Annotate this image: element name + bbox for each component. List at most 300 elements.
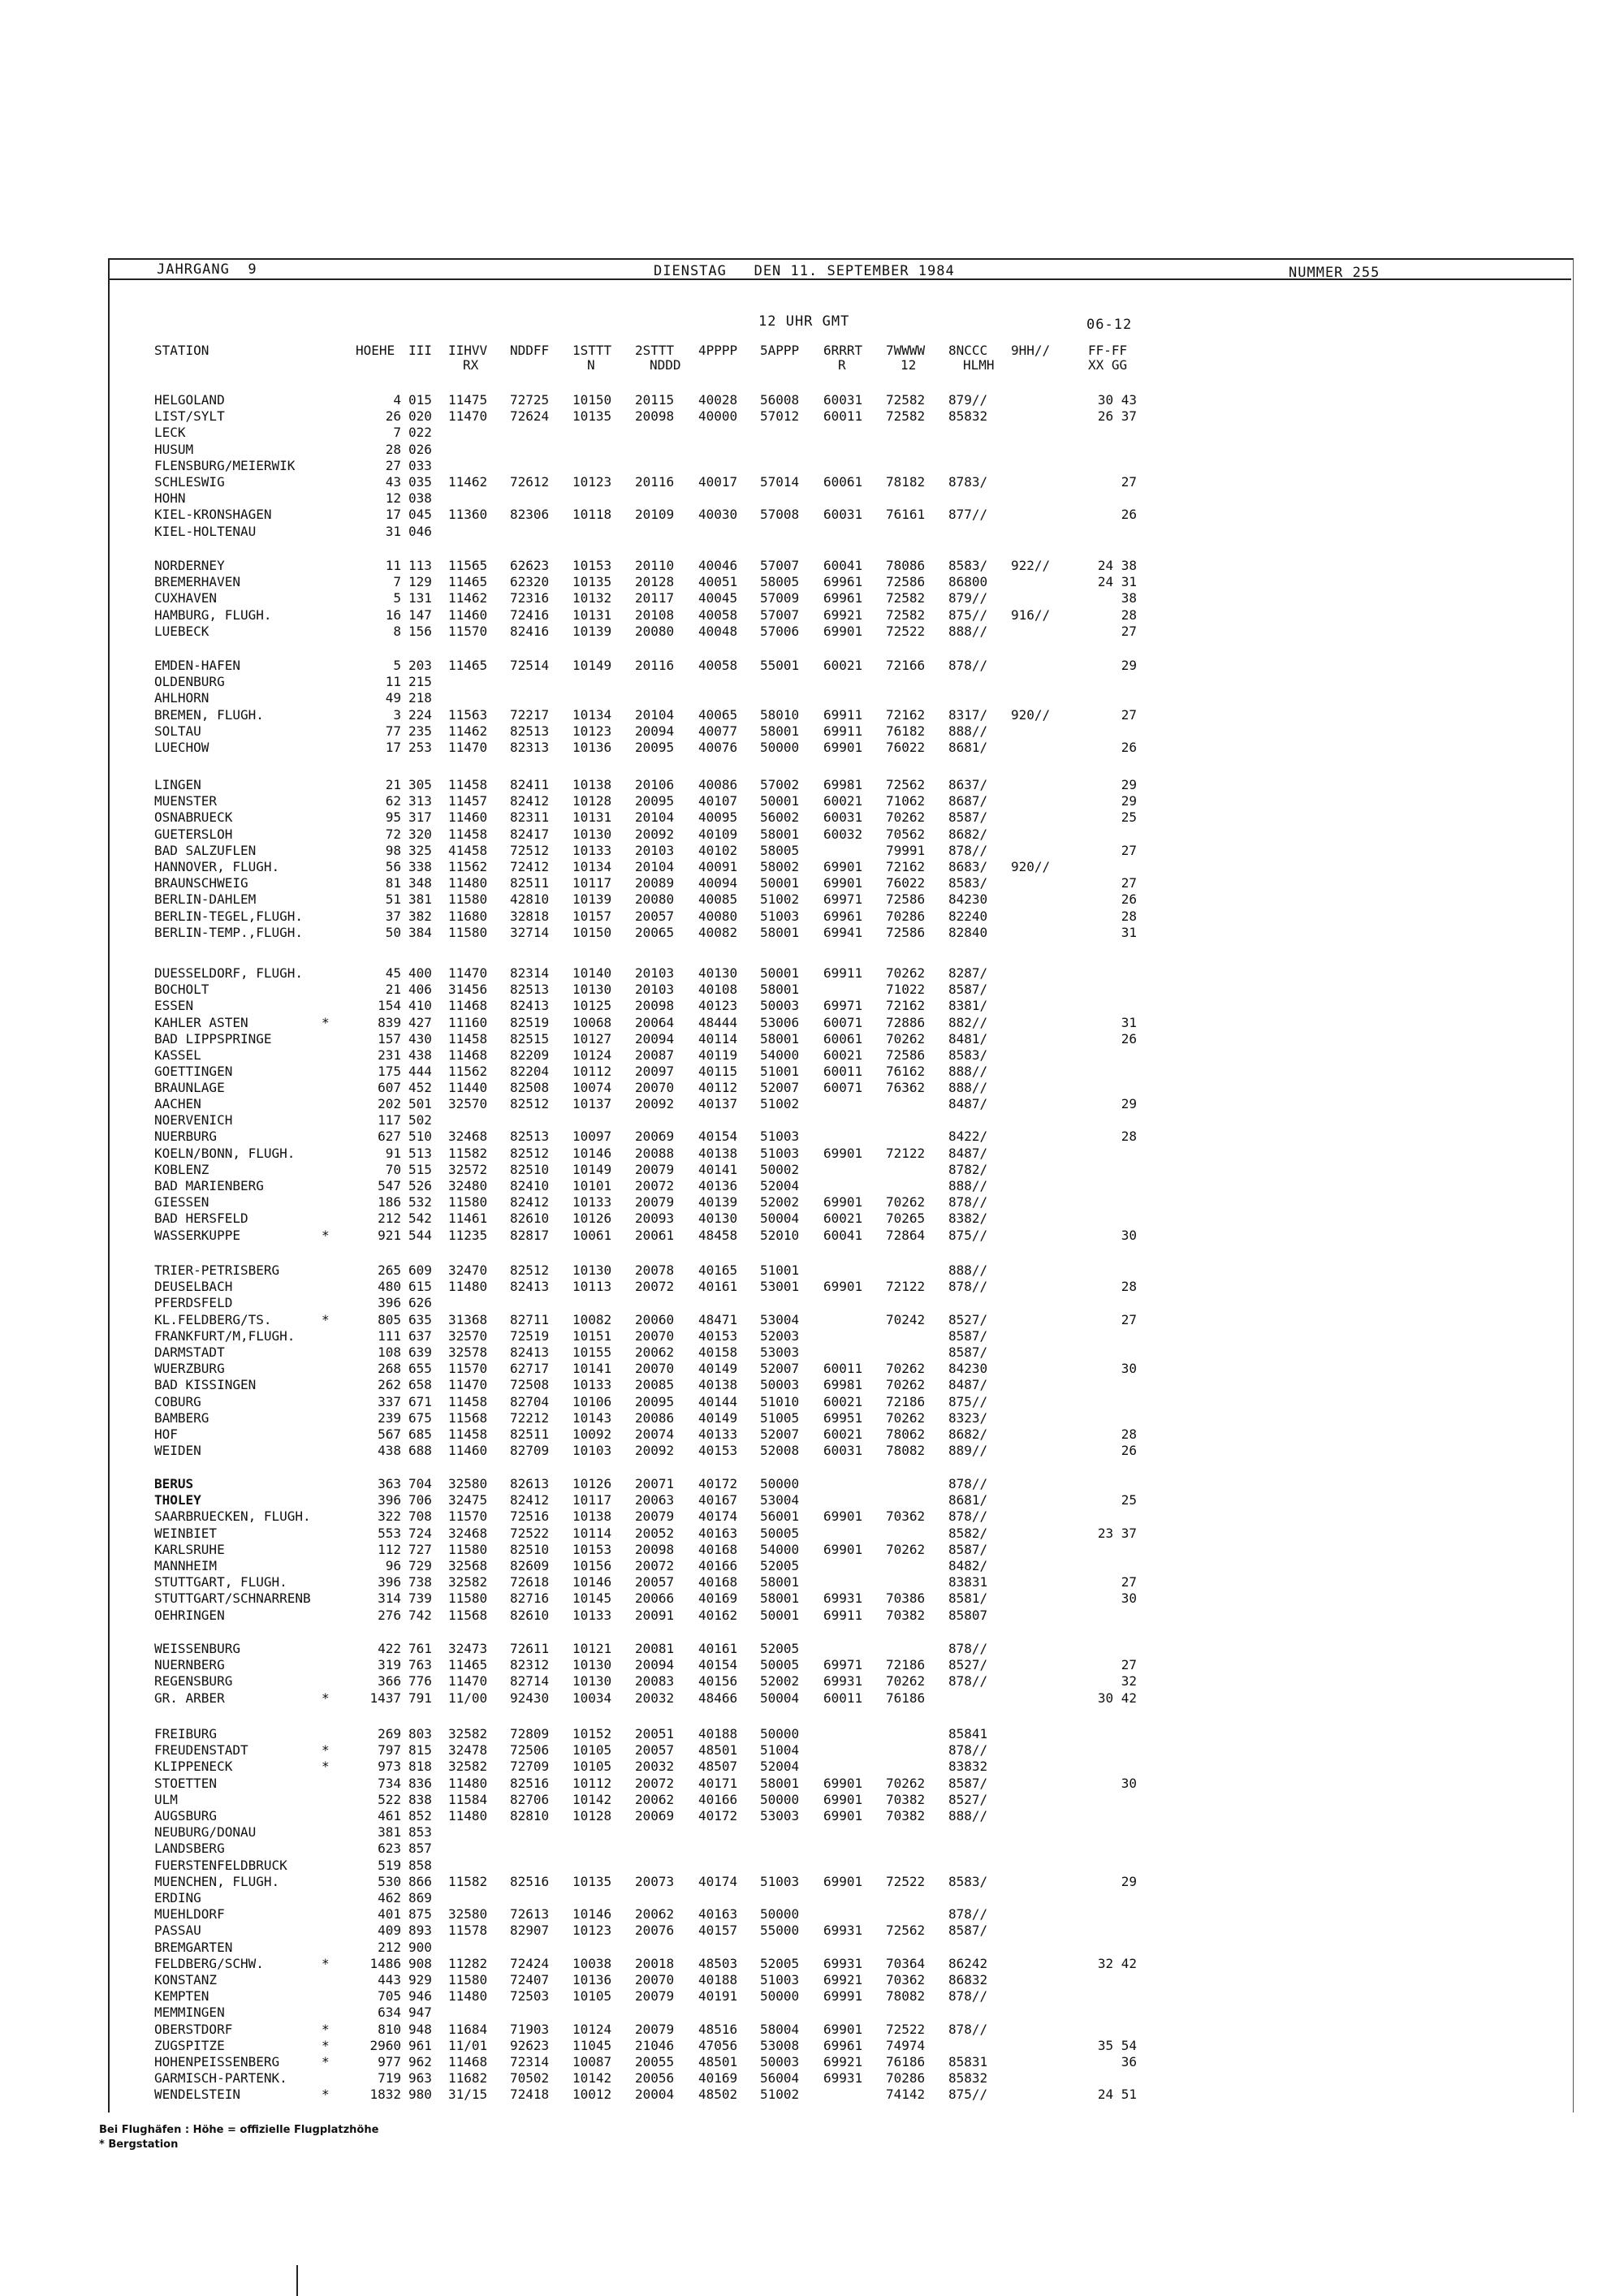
synop-group-c1: 11460 [448, 809, 488, 826]
synop-group-c6: 51003 [760, 1873, 800, 1889]
station-id: 035 [408, 474, 432, 490]
synop-group-c1: 11570 [448, 623, 488, 639]
synop-group-c1: 11235 [448, 1227, 488, 1243]
synop-group-c3: 10126 [572, 1211, 612, 1227]
synop-group-c5: 40077 [698, 723, 738, 739]
synop-group-c3: 10087 [572, 2054, 612, 2069]
issue-number: NUMMER 255 [1289, 265, 1380, 281]
table-row [0, 1956, 1624, 1972]
station-height: 7 [393, 425, 401, 441]
synop-group-c5: 40108 [698, 982, 738, 998]
synop-group-c1: 32470 [448, 1262, 488, 1278]
synop-group-c9: 85832 [948, 2070, 988, 2087]
synop-group-c4: 20060 [635, 1311, 675, 1327]
synop-group-c6: 57006 [760, 623, 800, 639]
station-height: 522 [378, 1791, 401, 1807]
synop-group-c7: 60011 [823, 1690, 863, 1706]
synop-group-c1: 32578 [448, 1344, 488, 1360]
synop-group-c9: 8587/ [948, 1923, 988, 1939]
synop-group-c5: 40048 [698, 623, 738, 639]
synop-group-c8: 70382 [886, 1808, 926, 1823]
synop-group-c2: 82412 [510, 1194, 550, 1211]
synop-group-c9: 8587/ [948, 982, 988, 998]
station-name: KAHLER ASTEN [154, 1014, 248, 1030]
synop-group-c6: 51003 [760, 1129, 800, 1145]
column-header-c6: 5APPP [760, 343, 800, 358]
station-name: REGENSBURG [154, 1673, 233, 1690]
station-height: 623 [378, 1841, 401, 1857]
station-height: 62 [385, 793, 401, 809]
station-name: SCHLESWIG [154, 474, 225, 490]
synop-group-c1: 11562 [448, 1064, 488, 1080]
synop-group-c3: 10124 [572, 1047, 612, 1063]
synop-group-c2: 82512 [510, 1262, 550, 1278]
synop-group-c5: 40174 [698, 1508, 738, 1525]
synop-group-c5: 40138 [698, 1145, 738, 1161]
station-height: 461 [378, 1808, 401, 1823]
synop-group-c1: 11570 [448, 1361, 488, 1377]
station-name: NUERBURG [154, 1129, 218, 1145]
synop-group-c6: 50000 [760, 1906, 800, 1923]
synop-group-c1: 11480 [448, 875, 488, 891]
synop-group-c9: 86832 [948, 1972, 988, 1987]
synop-group-c3: 10145 [572, 1590, 612, 1607]
synop-group-c5: 40130 [698, 1211, 738, 1227]
synop-group-c9: 8637/ [948, 777, 988, 792]
synop-group-c4: 20079 [635, 1508, 675, 1525]
synop-group-c5: 40137 [698, 1096, 738, 1111]
synop-group-c7: 60071 [823, 1014, 863, 1030]
synop-group-c1: 11458 [448, 1030, 488, 1047]
station-height: 381 [378, 1824, 401, 1841]
table-row [0, 690, 1624, 706]
station-id: 147 [408, 606, 432, 623]
synop-group-c6: 50004 [760, 1690, 800, 1706]
synop-group-c1: 11458 [448, 777, 488, 792]
synop-group-c7: 69901 [823, 1775, 863, 1791]
station-name: HOF [154, 1426, 178, 1442]
synop-group-c5: 40119 [698, 1047, 738, 1063]
synop-group-c2: 82306 [510, 507, 550, 523]
synop-group-c4: 20079 [635, 1161, 675, 1177]
synop-group-c4: 20079 [635, 2021, 675, 2037]
synop-group-c1: 32582 [448, 1726, 488, 1741]
column-header-c5: 4PPPP [698, 343, 738, 358]
station-name: GIESSEN [154, 1194, 209, 1211]
table-row [0, 843, 1624, 859]
station-height: 17 [385, 740, 401, 755]
synop-group-c2: 82516 [510, 1873, 550, 1889]
station-height: 977 [378, 2054, 401, 2069]
station-height: 91 [385, 1145, 401, 1161]
synop-group-c3: 10133 [572, 1377, 612, 1393]
synop-group-c4: 20079 [635, 1194, 675, 1211]
table-row [0, 607, 1624, 624]
synop-group-c1: 11465 [448, 1657, 488, 1673]
synop-group-c5: 40167 [698, 1492, 738, 1508]
synop-group-c9: 82840 [948, 924, 988, 940]
station-id: 502 [408, 1112, 432, 1129]
synop-group-c2: 32818 [510, 908, 550, 924]
synop-group-c5: 40017 [698, 474, 738, 490]
station-height: 157 [378, 1030, 401, 1047]
synop-group-c2: 72522 [510, 1525, 550, 1541]
synop-group-c6: 50000 [760, 1988, 800, 2005]
synop-group-c4: 20103 [635, 842, 675, 858]
synop-group-c2: 82610 [510, 1211, 550, 1227]
synop-group-c4: 20032 [635, 1759, 675, 1775]
synop-group-c2: 72316 [510, 590, 550, 606]
synop-group-c8: 72886 [886, 1014, 926, 1030]
synop-group-c4: 20092 [635, 1443, 675, 1459]
station-name: KONSTANZ [154, 1972, 218, 1987]
observation-time: 12 UHR GMT [758, 313, 850, 330]
synop-group-c9: 878// [948, 1476, 988, 1491]
synop-group-c9: 875// [948, 1393, 988, 1409]
synop-group-c2: 72508 [510, 1377, 550, 1393]
jahrgang: JAHRGANG 9 [157, 261, 257, 278]
table-row [0, 392, 1624, 408]
table-row [0, 1410, 1624, 1426]
synop-group-c5: 40168 [698, 1541, 738, 1557]
synop-group-c4: 20062 [635, 1791, 675, 1807]
synop-group-c9: 85807 [948, 1607, 988, 1623]
synop-group-c9: 85841 [948, 1726, 988, 1741]
synop-group-c8: 79991 [886, 842, 926, 858]
synop-group-c7: 69901 [823, 1279, 863, 1295]
synop-group-c8: 76182 [886, 723, 926, 739]
synop-group-c4: 20072 [635, 1775, 675, 1791]
station-height: 27 [385, 457, 401, 473]
synop-group-c8: 70386 [886, 1590, 926, 1607]
synop-group-c6: 51003 [760, 908, 800, 924]
station-id: 836 [408, 1775, 432, 1791]
synop-group-c2: 72613 [510, 1906, 550, 1923]
synop-group-c2: 82413 [510, 998, 550, 1014]
synop-group-c3: 10155 [572, 1344, 612, 1360]
synop-group-c3: 10130 [572, 1262, 612, 1278]
synop-group-c5: 40130 [698, 965, 738, 981]
synop-group-c5: 40085 [698, 891, 738, 908]
station-name: FUERSTENFELDBRUCK [154, 1857, 287, 1873]
table-row [0, 1064, 1624, 1080]
synop-group-c9: 875// [948, 1227, 988, 1243]
synop-group-c4: 20081 [635, 1641, 675, 1656]
synop-group-c4: 20056 [635, 2070, 675, 2087]
wind-gust: 35 54 [1097, 2037, 1137, 2053]
synop-group-c3: 10128 [572, 793, 612, 809]
synop-group-c9: 888// [948, 723, 988, 739]
synop-group-c8: 72162 [886, 998, 926, 1014]
station-name: MANNHEIM [154, 1558, 218, 1573]
synop-group-c8: 72522 [886, 2021, 926, 2037]
synop-group-c7: 69971 [823, 1657, 863, 1673]
synop-group-c4: 20108 [635, 606, 675, 623]
synop-group-c9: 8317/ [948, 706, 988, 723]
table-row [0, 1211, 1624, 1227]
synop-group-c8: 70262 [886, 1541, 926, 1557]
station-height: 519 [378, 1857, 401, 1873]
station-id: 637 [408, 1327, 432, 1344]
synop-group-c5: 40107 [698, 793, 738, 809]
synop-group-c1: 11462 [448, 723, 488, 739]
synop-group-c7: 60021 [823, 1211, 863, 1227]
wind-gust: 28 [1121, 1426, 1137, 1442]
station-id: 639 [408, 1344, 432, 1360]
station-name: LECK [154, 425, 186, 441]
synop-group-c5: 48471 [698, 1311, 738, 1327]
synop-group-c3: 10097 [572, 1129, 612, 1145]
synop-group-c3: 10133 [572, 842, 612, 858]
table-row [0, 1194, 1624, 1211]
station-name: SAARBRUECKEN, FLUGH. [154, 1508, 311, 1525]
table-row [0, 1295, 1624, 1311]
synop-group-c6: 56002 [760, 809, 800, 826]
station-name: BREMEN, FLUGH. [154, 706, 264, 723]
wind-gust: 30 [1121, 1775, 1137, 1791]
synop-group-c7: 69921 [823, 606, 863, 623]
synop-group-c5: 48458 [698, 1227, 738, 1243]
synop-group-c2: 42810 [510, 891, 550, 908]
synop-group-c2: 72611 [510, 1641, 550, 1656]
station-id: 515 [408, 1161, 432, 1177]
synop-group-c5: 40115 [698, 1064, 738, 1080]
synop-group-c9: 8681/ [948, 1492, 988, 1508]
station-id: 946 [408, 1988, 432, 2005]
synop-group-c1: 11465 [448, 574, 488, 590]
synop-group-c6: 58002 [760, 859, 800, 874]
station-id: 980 [408, 2087, 432, 2103]
station-name: BERLIN-DAHLEM [154, 891, 257, 908]
synop-group-c5: 40157 [698, 1923, 738, 1939]
synop-group-c3: 10092 [572, 1426, 612, 1442]
synop-group-c9: 8683/ [948, 859, 988, 874]
synop-group-c8: 71022 [886, 982, 926, 998]
synop-group-c8: 72122 [886, 1279, 926, 1295]
station-id: 046 [408, 523, 432, 539]
synop-group-c1: 11160 [448, 1014, 488, 1030]
synop-group-c9: 8587/ [948, 1327, 988, 1344]
synop-group-c5: 40162 [698, 1607, 738, 1623]
synop-group-c9: 878// [948, 2021, 988, 2037]
synop-group-c5: 40144 [698, 1393, 738, 1409]
station-id: 708 [408, 1508, 432, 1525]
synop-group-c3: 10135 [572, 1873, 612, 1889]
synop-group-c5: 40138 [698, 1377, 738, 1393]
synop-group-c7: 69961 [823, 2037, 863, 2053]
synop-group-c4: 20070 [635, 1361, 675, 1377]
synop-group-c6: 52005 [760, 1558, 800, 1573]
synop-group-c1: 31/15 [448, 2087, 488, 2103]
station-height: 396 [378, 1574, 401, 1590]
station-id: 224 [408, 706, 432, 723]
synop-group-c6: 50004 [760, 1211, 800, 1227]
synop-group-c7: 60031 [823, 392, 863, 408]
station-id: 729 [408, 1558, 432, 1573]
synop-group-c7: 60021 [823, 658, 863, 673]
synop-group-c6: 58001 [760, 924, 800, 940]
synop-group-c2: 62717 [510, 1361, 550, 1377]
station-name: ULM [154, 1791, 178, 1807]
synop-group-c6: 51002 [760, 1096, 800, 1111]
synop-group-c4: 20069 [635, 1808, 675, 1823]
station-height: 43 [385, 474, 401, 490]
synop-group-c4: 20076 [635, 1923, 675, 1939]
synop-group-c2: 72407 [510, 1972, 550, 1987]
synop-group-c3: 10136 [572, 1972, 612, 1987]
table-row [0, 2070, 1624, 2087]
synop-group-c10: 922// [1011, 558, 1051, 573]
station-id: 635 [408, 1311, 432, 1327]
synop-group-c4: 20128 [635, 574, 675, 590]
synop-group-c4: 20070 [635, 1327, 675, 1344]
synop-group-c9: 8782/ [948, 1161, 988, 1177]
synop-group-c9: 879// [948, 392, 988, 408]
station-name: LANDSBERG [154, 1841, 225, 1857]
table-row [0, 458, 1624, 474]
table-row [0, 1988, 1624, 2005]
synop-group-c2: 82312 [510, 1657, 550, 1673]
table-row [0, 826, 1624, 843]
station-id: 131 [408, 590, 432, 606]
station-height: 202 [378, 1096, 401, 1111]
synop-group-c1: 11568 [448, 1607, 488, 1623]
synop-group-c6: 57012 [760, 408, 800, 425]
table-row [0, 859, 1624, 875]
table-row [0, 1394, 1624, 1410]
synop-group-c6: 52008 [760, 1443, 800, 1459]
station-name: MUENSTER [154, 793, 218, 809]
synop-group-c6: 53006 [760, 1014, 800, 1030]
synop-group-c8: 76161 [886, 507, 926, 523]
synop-group-c3: 10153 [572, 558, 612, 573]
table-row [0, 408, 1624, 425]
synop-group-c3: 10136 [572, 740, 612, 755]
station-height: 51 [385, 891, 401, 908]
synop-group-c6: 50001 [760, 793, 800, 809]
table-row [0, 1558, 1624, 1574]
column-header-c9: 8NCCC [948, 343, 988, 358]
synop-group-c3: 10139 [572, 891, 612, 908]
synop-group-c2: 82706 [510, 1791, 550, 1807]
synop-group-c4: 20061 [635, 1227, 675, 1243]
column-header-c3-sub: N [587, 357, 595, 373]
synop-group-c3: 10130 [572, 1673, 612, 1690]
synop-group-c8: 70362 [886, 1972, 926, 1987]
column-header-c8-sub: 12 [901, 357, 917, 373]
synop-group-c6: 54000 [760, 1047, 800, 1063]
synop-group-c4: 20103 [635, 982, 675, 998]
station-name: FREIBURG [154, 1726, 218, 1741]
station-height: 973 [378, 1759, 401, 1775]
synop-group-c1: 11480 [448, 1988, 488, 2005]
table-row [0, 1162, 1624, 1178]
synop-group-c2: 92430 [510, 1690, 550, 1706]
synop-group-c4: 20104 [635, 706, 675, 723]
synop-group-c4: 20065 [635, 924, 675, 940]
station-name: BREMGARTEN [154, 1939, 233, 1955]
synop-group-c6: 51005 [760, 1409, 800, 1426]
synop-group-c8: 74142 [886, 2087, 926, 2103]
synop-group-c5: 40153 [698, 1443, 738, 1459]
synop-group-c9: 8487/ [948, 1377, 988, 1393]
wind-gust: 30 42 [1097, 1690, 1137, 1706]
station-name: DUESSELDORF, FLUGH. [154, 965, 304, 981]
wind-gust: 25 [1121, 809, 1137, 826]
station-name: HOHENPEISSENBERG [154, 2054, 280, 2069]
synop-group-c8: 70286 [886, 908, 926, 924]
synop-group-c3: 10150 [572, 924, 612, 940]
synop-group-c4: 20069 [635, 1129, 675, 1145]
synop-group-c9: 8583/ [948, 1873, 988, 1889]
synop-group-c7: 69901 [823, 859, 863, 874]
synop-group-c5: 40156 [698, 1673, 738, 1690]
table-row [0, 2038, 1624, 2054]
synop-group-c1: 11458 [448, 1393, 488, 1409]
synop-group-c2: 72314 [510, 2054, 550, 2069]
synop-group-c3: 10105 [572, 1759, 612, 1775]
station-name: WEIDEN [154, 1443, 201, 1459]
station-name: LIST/SYLT [154, 408, 225, 425]
synop-group-c9: 8527/ [948, 1311, 988, 1327]
synop-group-c5: 40046 [698, 558, 738, 573]
synop-group-c3: 10157 [572, 908, 612, 924]
synop-group-c2: 72418 [510, 2087, 550, 2103]
station-id: 852 [408, 1808, 432, 1823]
synop-group-c8: 70262 [886, 809, 926, 826]
synop-group-c2: 82417 [510, 826, 550, 842]
synop-group-c2: 72519 [510, 1327, 550, 1344]
synop-group-c9: 85831 [948, 2054, 988, 2069]
synop-group-c7: 60061 [823, 474, 863, 490]
synop-group-c7: 69931 [823, 1590, 863, 1607]
station-name: NEUBURG/DONAU [154, 1824, 257, 1841]
synop-group-c9: 8487/ [948, 1096, 988, 1111]
station-id: 655 [408, 1361, 432, 1377]
synop-group-c3: 10124 [572, 2021, 612, 2037]
synop-group-c7: 69931 [823, 1955, 863, 1971]
table-row [0, 1940, 1624, 1956]
synop-group-c8: 72864 [886, 1227, 926, 1243]
synop-group-c9: 8783/ [948, 474, 988, 490]
synop-group-c5: 40188 [698, 1972, 738, 1987]
station-height: 921 [378, 1227, 401, 1243]
synop-group-c1: 11470 [448, 740, 488, 755]
synop-group-c7: 69951 [823, 1409, 863, 1426]
synop-group-c1: 32475 [448, 1492, 488, 1508]
station-height: 1437 [369, 1690, 401, 1706]
station-height: 7 [393, 574, 401, 590]
synop-group-c4: 20093 [635, 1211, 675, 1227]
synop-group-c3: 10112 [572, 1064, 612, 1080]
synop-group-c2: 82313 [510, 740, 550, 755]
table-row [0, 1759, 1624, 1775]
synop-group-c4: 20078 [635, 1262, 675, 1278]
station-name: BAD MARIENBERG [154, 1178, 264, 1193]
footnote-airport-height: Bei Flughäfen : Höhe = offizielle Flugplatzhöhe [99, 2124, 379, 2136]
synop-group-c5: 48501 [698, 1742, 738, 1759]
synop-group-c6: 50003 [760, 998, 800, 1014]
wind-gust: 26 [1121, 891, 1137, 908]
station-height: 186 [378, 1194, 401, 1211]
synop-group-c5: 40086 [698, 777, 738, 792]
wind-gust: 30 43 [1097, 392, 1137, 408]
synop-group-c8: 72166 [886, 658, 926, 673]
table-row [0, 740, 1624, 756]
synop-group-c1: 11468 [448, 998, 488, 1014]
station-id: 542 [408, 1211, 432, 1227]
synop-group-c2: 71903 [510, 2021, 550, 2037]
